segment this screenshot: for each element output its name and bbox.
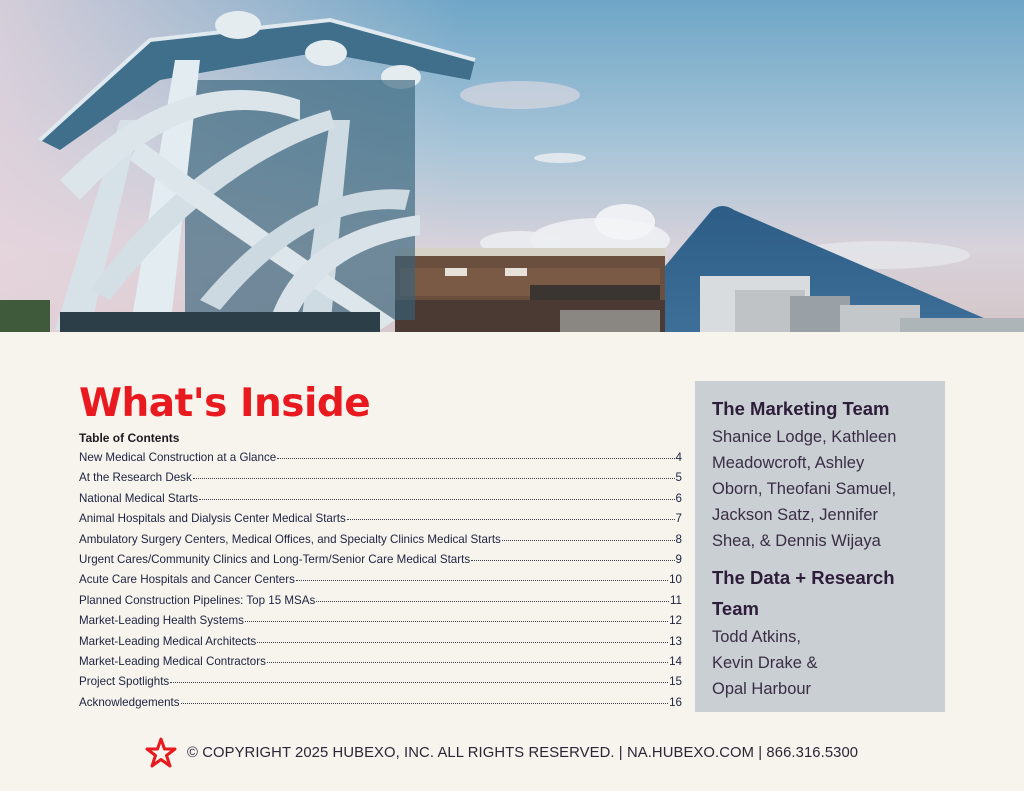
page-title: What's Inside	[79, 381, 371, 426]
toc-leader	[296, 580, 668, 581]
toc-item-title: National Medical Starts	[79, 491, 199, 505]
hero-photo	[0, 0, 1024, 332]
toc-item-page: 11	[669, 593, 682, 607]
table-of-contents	[79, 451, 682, 716]
star-logo-icon	[145, 737, 177, 769]
toc-item-page: 7	[675, 512, 682, 526]
toc-item[interactable]	[79, 451, 682, 471]
toc-item-page: 9	[675, 552, 682, 566]
toc-item[interactable]	[79, 594, 682, 614]
toc-item[interactable]	[79, 696, 682, 716]
footer	[145, 737, 858, 769]
toc-leader	[316, 601, 669, 602]
toc-item[interactable]	[79, 512, 682, 532]
toc-item[interactable]	[79, 533, 682, 553]
marketing-team-line: Jackson Satz, Jennifer	[712, 506, 878, 524]
toc-leader	[199, 499, 674, 500]
toc-item[interactable]	[79, 471, 682, 491]
data-team-line: Kevin Drake &	[712, 654, 818, 672]
marketing-team-line: Meadowcroft, Ashley	[712, 454, 865, 472]
toc-item[interactable]	[79, 492, 682, 512]
copyright-text: © COPYRIGHT 2025 HUBEXO, INC. ALL RIGHTS RESERVED. | NA.HUBEXO.COM | 866.316.5300	[187, 745, 859, 761]
data-team-line: Opal Harbour	[712, 680, 812, 698]
toc-item[interactable]	[79, 675, 682, 695]
team-credits-box	[695, 381, 945, 712]
toc-item-page: 6	[675, 491, 682, 505]
marketing-team-line: Oborn, Theofani Samuel,	[712, 480, 897, 498]
toc-item-page: 4	[675, 451, 682, 464]
toc-item-page: 16	[669, 695, 682, 709]
toc-leader	[193, 478, 675, 479]
toc-leader	[181, 703, 669, 704]
toc-leader	[245, 621, 668, 622]
toc-item-title: Acknowledgements	[79, 695, 180, 709]
toc-leader	[257, 642, 668, 643]
toc-item-page: 13	[669, 634, 682, 648]
toc-item-page: 12	[669, 614, 682, 628]
marketing-team-line: Shanice Lodge, Kathleen	[712, 428, 897, 446]
toc-item-title: Market-Leading Medical Architects	[79, 634, 257, 648]
toc-heading: Table of Contents	[79, 431, 180, 445]
toc-leader	[267, 662, 668, 663]
toc-item[interactable]	[79, 614, 682, 634]
toc-item-page: 15	[669, 675, 682, 689]
toc-leader	[170, 682, 668, 683]
toc-item-title: Ambulatory Surgery Centers, Medical Offices, and Specialty Clinics Medical Starts	[79, 532, 501, 546]
toc-item-title: At the Research Desk	[79, 471, 192, 485]
toc-item-title: Market-Leading Health Systems	[79, 614, 244, 628]
toc-item-page: 8	[675, 532, 682, 546]
marketing-team-heading: The Marketing Team	[712, 398, 890, 419]
toc-item-title: Market-Leading Medical Contractors	[79, 654, 266, 668]
toc-item[interactable]	[79, 573, 682, 593]
toc-item-page: 14	[669, 654, 682, 668]
toc-item-title: Acute Care Hospitals and Cancer Centers	[79, 573, 295, 587]
toc-item[interactable]	[79, 553, 682, 573]
toc-leader	[347, 519, 675, 520]
toc-item-page: 10	[669, 573, 682, 587]
building-and-volcano-photo-icon	[0, 0, 1024, 332]
toc-item-title: Planned Construction Pipelines: Top 15 MSAs	[79, 593, 316, 607]
toc-item-title: Urgent Cares/Community Clinics and Long-Term/Senior Care Medical Starts	[79, 552, 471, 566]
toc-item-title: Project Spotlights	[79, 675, 170, 689]
toc-item-title: New Medical Construction at a Glance	[79, 451, 277, 464]
marketing-team-line: Shea, & Dennis Wijaya	[712, 532, 881, 550]
toc-leader	[471, 560, 674, 561]
toc-item[interactable]	[79, 655, 682, 675]
data-team-line: Todd Atkins,	[712, 628, 801, 646]
toc-item-title: Animal Hospitals and Dialysis Center Medical Starts	[79, 512, 346, 526]
toc-leader	[277, 458, 674, 459]
toc-item-page: 5	[675, 471, 682, 485]
data-research-team-heading: The Data + Research	[712, 567, 895, 588]
toc-item[interactable]	[79, 635, 682, 655]
toc-leader	[502, 540, 675, 541]
data-research-team-heading: Team	[712, 598, 759, 619]
